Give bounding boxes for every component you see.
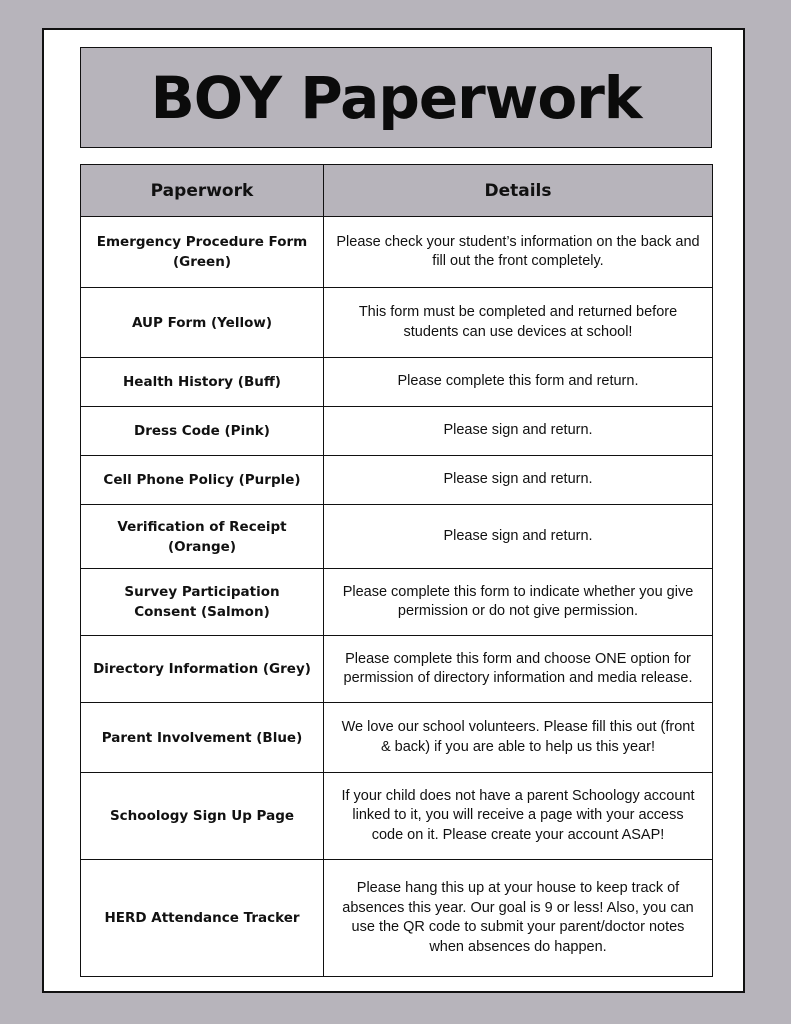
document-page bbox=[42, 28, 745, 993]
paperwork-name: AUP Form (Yellow) bbox=[81, 288, 324, 358]
paperwork-name: Verification of Receipt (Orange) bbox=[81, 505, 324, 569]
paperwork-details: Please hang this up at your house to keep track of absences this year. Our goal is 9 or less! Also, you can use the QR code to submit your parent/doctor notes when absences do happen. bbox=[324, 860, 713, 977]
paperwork-details: Please complete this form to indicate whether you give permission or do not give permission. bbox=[324, 569, 713, 636]
paperwork-details: Please sign and return. bbox=[324, 456, 713, 505]
paperwork-details: Please complete this form and choose ONE option for permission of directory information and media release. bbox=[324, 636, 713, 703]
table-row bbox=[81, 505, 713, 569]
column-header-details: Details bbox=[324, 165, 713, 217]
paperwork-details: Please complete this form and return. bbox=[324, 358, 713, 407]
table-row bbox=[81, 217, 713, 288]
table-row bbox=[81, 773, 713, 860]
table-row bbox=[81, 860, 713, 977]
paperwork-name: Survey Participation Consent (Salmon) bbox=[81, 569, 324, 636]
paperwork-name: HERD Attendance Tracker bbox=[81, 860, 324, 977]
paperwork-details: Please sign and return. bbox=[324, 505, 713, 569]
table-row bbox=[81, 456, 713, 505]
title-banner bbox=[80, 47, 712, 148]
paperwork-name: Health History (Buff) bbox=[81, 358, 324, 407]
paperwork-name: Cell Phone Policy (Purple) bbox=[81, 456, 324, 505]
paperwork-details: Please check your student’s information on the back and fill out the front completely. bbox=[324, 217, 713, 288]
table-header-row bbox=[81, 165, 713, 217]
paperwork-table bbox=[80, 164, 713, 977]
paperwork-name: Directory Information (Grey) bbox=[81, 636, 324, 703]
table-row bbox=[81, 703, 713, 773]
paperwork-name: Schoology Sign Up Page bbox=[81, 773, 324, 860]
page-title: BOY Paperwork bbox=[150, 63, 642, 132]
paperwork-details: Please sign and return. bbox=[324, 407, 713, 456]
table-row bbox=[81, 407, 713, 456]
paperwork-details: This form must be completed and returned before students can use devices at school! bbox=[324, 288, 713, 358]
column-header-paperwork: Paperwork bbox=[81, 165, 324, 217]
paperwork-name: Parent Involvement (Blue) bbox=[81, 703, 324, 773]
table-row bbox=[81, 288, 713, 358]
paperwork-name: Dress Code (Pink) bbox=[81, 407, 324, 456]
table-row bbox=[81, 636, 713, 703]
paperwork-details: If your child does not have a parent Schoology account linked to it, you will receive a page with your access code on it. Please create your account ASAP! bbox=[324, 773, 713, 860]
table-row bbox=[81, 358, 713, 407]
paperwork-details: We love our school volunteers. Please fill this out (front & back) if you are able to help us this year! bbox=[324, 703, 713, 773]
table-row bbox=[81, 569, 713, 636]
paperwork-name: Emergency Procedure Form (Green) bbox=[81, 217, 324, 288]
